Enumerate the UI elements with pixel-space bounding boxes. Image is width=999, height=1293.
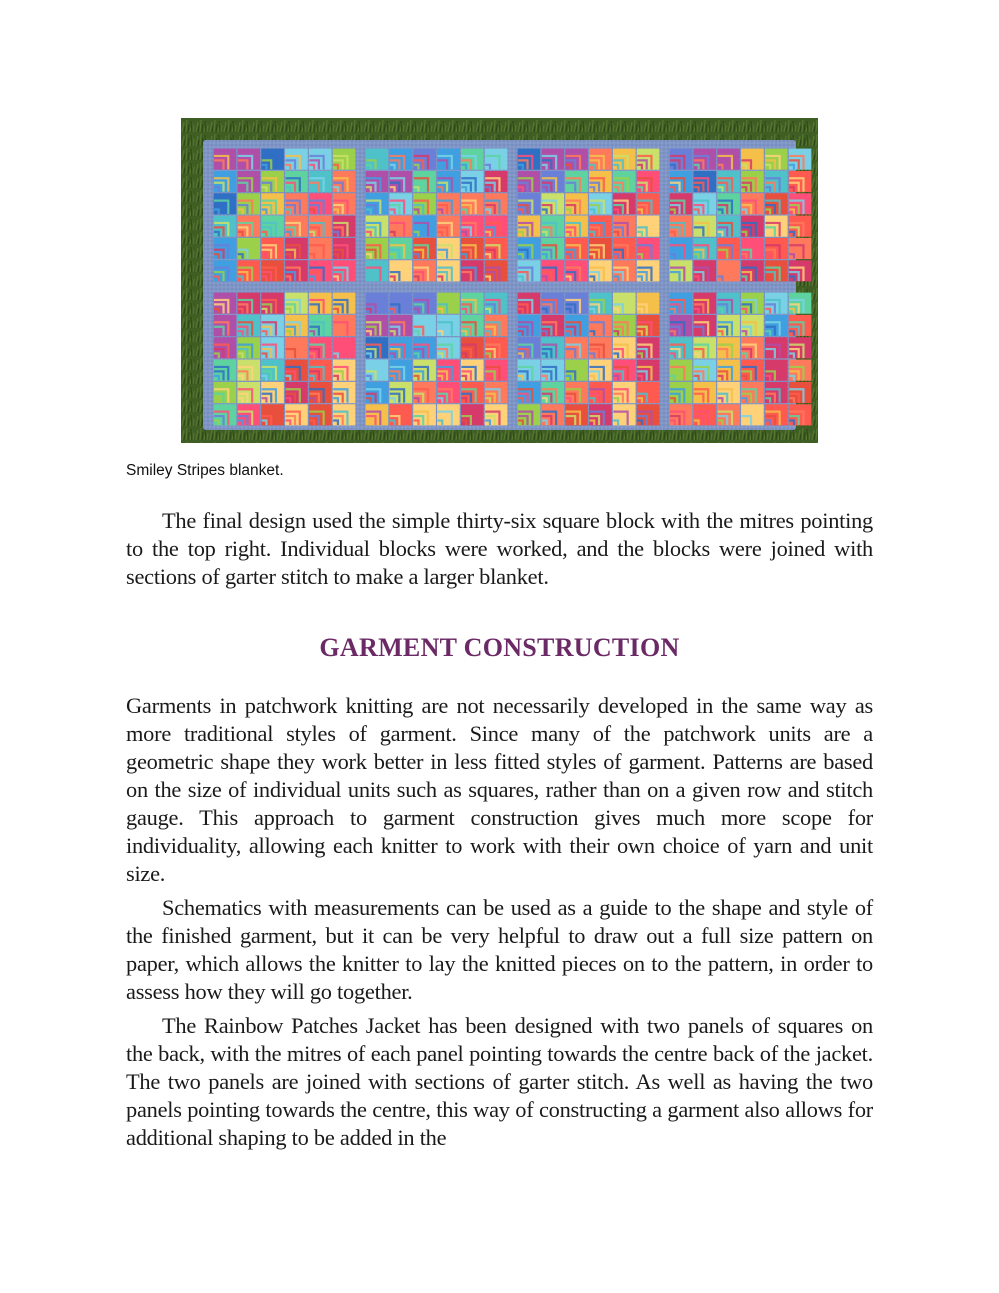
mitred-square [589, 337, 612, 358]
mitred-square [237, 337, 260, 358]
mitred-square [789, 149, 812, 170]
mitred-square [285, 216, 308, 237]
mitred-square [333, 315, 356, 336]
paragraph-schematics: Schematics with measurements can be used as a guide to the shape and style of the finished garment, but it can be very helpful to draw out a full size pattern on paper, which allows the knitter to lay the knitted pieces on to the pattern, in order to assess how they will go together. [126, 895, 873, 1004]
mitred-square [485, 360, 508, 381]
mitred-square [214, 260, 237, 281]
mitred-square [670, 404, 693, 425]
mitred-square [670, 382, 693, 403]
mitred-square [741, 171, 764, 192]
mitred-square [333, 149, 356, 170]
mitred-square [214, 382, 237, 403]
mitred-square [541, 293, 564, 314]
mitred-square [589, 260, 612, 281]
mitred-square [237, 260, 260, 281]
mitred-square [333, 193, 356, 214]
mitred-square [565, 238, 588, 259]
mitred-square [765, 238, 788, 259]
mitred-square [366, 360, 389, 381]
mitred-square [214, 216, 237, 237]
mitred-square [693, 149, 716, 170]
mitred-square [613, 238, 636, 259]
mitred-square [237, 149, 260, 170]
mitred-square [389, 315, 412, 336]
mitred-square [565, 360, 588, 381]
mitred-square [765, 216, 788, 237]
mitred-square [518, 193, 541, 214]
mitred-square [214, 337, 237, 358]
mitred-square [437, 193, 460, 214]
mitred-square [261, 260, 284, 281]
mitred-square [613, 149, 636, 170]
mitred-square [261, 337, 284, 358]
mitred-square [518, 404, 541, 425]
mitred-square [309, 404, 332, 425]
mitred-square [214, 171, 237, 192]
blanket-photo [181, 118, 818, 443]
mitred-square [637, 293, 660, 314]
mitred-square [717, 193, 740, 214]
mitred-square [485, 149, 508, 170]
paragraph-intro: The final design used the simple thirty-six square block with the mitres pointing to the top right. Individual blocks were worked, and the blocks were joined with sections of garter stitch to make a larger blanket. [126, 508, 873, 589]
mitred-square [741, 404, 764, 425]
mitred-square [765, 193, 788, 214]
mitred-square [670, 360, 693, 381]
mitred-square [789, 171, 812, 192]
mitred-square [309, 337, 332, 358]
mitred-square [589, 360, 612, 381]
mitred-square [693, 260, 716, 281]
mitred-square [741, 260, 764, 281]
mitred-square [333, 382, 356, 403]
mitred-square [541, 360, 564, 381]
mitred-square [789, 404, 812, 425]
mitred-square [285, 238, 308, 259]
mitred-square [309, 171, 332, 192]
mitred-square [214, 238, 237, 259]
mitred-square [717, 260, 740, 281]
mitred-square [461, 171, 484, 192]
mitred-square [589, 216, 612, 237]
mitred-square [413, 315, 436, 336]
mitred-square [261, 360, 284, 381]
mitred-square [333, 337, 356, 358]
mitred-square [261, 149, 284, 170]
mitred-square [461, 149, 484, 170]
mitred-square [437, 293, 460, 314]
mitred-square [214, 293, 237, 314]
mitred-square [789, 293, 812, 314]
mitred-square [461, 293, 484, 314]
mitred-square [366, 382, 389, 403]
mitred-square [637, 404, 660, 425]
mitred-square [237, 216, 260, 237]
mitred-square [485, 260, 508, 281]
mitred-square [461, 382, 484, 403]
mitred-square [437, 360, 460, 381]
mitred-square [366, 337, 389, 358]
mitred-square [285, 360, 308, 381]
mitred-square [237, 238, 260, 259]
mitred-square [541, 171, 564, 192]
paragraph-garments: Garments in patchwork knitting are not necessarily developed in the same way as more traditional styles of garment. Since many of the patchwork units are a geometric shape they work better in less fitted styles of garment. Patterns are based on the size of individual units such as squares, rather than on a given row and stitch gauge. This approach to garment construction gives much more scope for individuality, allowing each knitter to work with their own choice of yarn and unit size. [126, 693, 873, 886]
mitred-square [670, 193, 693, 214]
mitred-square [565, 337, 588, 358]
mitred-square [389, 216, 412, 237]
mitred-square [389, 238, 412, 259]
mitred-square [789, 238, 812, 259]
mitred-square [637, 360, 660, 381]
mitred-square [437, 260, 460, 281]
mitred-square [237, 193, 260, 214]
mitred-square [437, 337, 460, 358]
mitred-square [693, 216, 716, 237]
mitred-square [541, 149, 564, 170]
mitred-square [389, 260, 412, 281]
mitred-square [413, 149, 436, 170]
mitred-square [237, 360, 260, 381]
mitred-square [541, 216, 564, 237]
mitred-square [413, 360, 436, 381]
mitred-square [437, 171, 460, 192]
mitred-square [214, 149, 237, 170]
mitred-square [789, 193, 812, 214]
mitred-square [637, 337, 660, 358]
mitred-square [261, 171, 284, 192]
mitred-square [389, 193, 412, 214]
mitred-square [437, 382, 460, 403]
mitred-square [589, 149, 612, 170]
mitred-square [461, 260, 484, 281]
mitred-square [717, 216, 740, 237]
mitred-square [693, 404, 716, 425]
mitred-square [309, 293, 332, 314]
mitred-square [693, 337, 716, 358]
mitred-square [589, 404, 612, 425]
mitred-square [333, 216, 356, 237]
mitred-square [613, 315, 636, 336]
mitred-square [518, 171, 541, 192]
mitred-square [541, 260, 564, 281]
mitred-square [613, 404, 636, 425]
mitred-square [309, 260, 332, 281]
mitred-square [413, 238, 436, 259]
mitred-square [637, 193, 660, 214]
mitred-square [741, 149, 764, 170]
mitred-square [485, 315, 508, 336]
mitred-square [765, 315, 788, 336]
mitred-square [413, 260, 436, 281]
mitred-square [366, 260, 389, 281]
paragraph-rainbow-jacket: The Rainbow Patches Jacket has been designed with two panels of squares on the back, with the mitres of each panel pointing towards the centre back of the jacket. The two panels are joined with sections of garter stitch. As well as having the two panels pointing towards the centre, this way of constructing a garment also allows for additional shaping to be added in the [126, 1013, 873, 1150]
mitred-square [389, 171, 412, 192]
figure-caption: Smiley Stripes blanket. [126, 462, 284, 479]
mitred-square [485, 238, 508, 259]
mitred-square [541, 404, 564, 425]
mitred-square [670, 238, 693, 259]
mitred-square [765, 382, 788, 403]
mitred-square [389, 382, 412, 403]
mitred-square [461, 193, 484, 214]
mitred-square [589, 171, 612, 192]
mitred-square [389, 404, 412, 425]
mitred-square [389, 360, 412, 381]
mitred-square [717, 360, 740, 381]
mitred-square [765, 171, 788, 192]
mitred-square [541, 315, 564, 336]
mitred-square [518, 260, 541, 281]
mitred-square [565, 315, 588, 336]
mitred-square [765, 404, 788, 425]
mitred-square [717, 149, 740, 170]
mitred-square [670, 260, 693, 281]
mitred-square [366, 193, 389, 214]
mitred-square [789, 337, 812, 358]
mitred-square [741, 216, 764, 237]
mitred-square [693, 382, 716, 403]
mitred-square [437, 315, 460, 336]
mitred-square [518, 337, 541, 358]
mitred-square [670, 315, 693, 336]
mitred-square [461, 337, 484, 358]
mitred-square [214, 193, 237, 214]
mitred-square [461, 360, 484, 381]
mitred-square [366, 315, 389, 336]
mitred-square [765, 293, 788, 314]
mitred-square [565, 260, 588, 281]
mitred-square [518, 382, 541, 403]
mitred-square [413, 171, 436, 192]
mitred-square [541, 382, 564, 403]
mitred-square [389, 293, 412, 314]
mitred-square [565, 293, 588, 314]
mitred-square [413, 404, 436, 425]
mitred-square [789, 216, 812, 237]
mitred-square [518, 238, 541, 259]
mitred-square [237, 404, 260, 425]
mitred-square [261, 293, 284, 314]
mitred-square [485, 404, 508, 425]
mitred-square [589, 315, 612, 336]
mitred-square [461, 404, 484, 425]
mitred-square [693, 238, 716, 259]
mitred-square [589, 193, 612, 214]
mitred-square [437, 238, 460, 259]
mitred-square [565, 216, 588, 237]
mitred-square [541, 193, 564, 214]
mitred-square [366, 238, 389, 259]
mitred-square [285, 260, 308, 281]
mitred-square [285, 149, 308, 170]
mitred-square [693, 315, 716, 336]
mitred-square [670, 216, 693, 237]
mitred-square [717, 238, 740, 259]
mitred-square [366, 216, 389, 237]
mitred-square [485, 216, 508, 237]
mitred-square [613, 260, 636, 281]
mitred-square [670, 171, 693, 192]
mitred-square [485, 293, 508, 314]
mitred-square [366, 293, 389, 314]
mitred-square [389, 149, 412, 170]
mitred-square [214, 404, 237, 425]
mitred-square [789, 260, 812, 281]
mitred-square [693, 171, 716, 192]
mitred-square [741, 193, 764, 214]
mitred-square [485, 193, 508, 214]
mitred-square [285, 404, 308, 425]
mitred-square [237, 382, 260, 403]
mitred-square [437, 216, 460, 237]
mitred-square [613, 216, 636, 237]
mitred-square [461, 238, 484, 259]
mitred-square [565, 149, 588, 170]
mitred-square [717, 171, 740, 192]
mitred-square [214, 360, 237, 381]
mitred-square [765, 149, 788, 170]
mitred-square [637, 149, 660, 170]
mitred-square [717, 293, 740, 314]
mitred-square [389, 337, 412, 358]
mitred-square [366, 149, 389, 170]
mitred-square [261, 238, 284, 259]
mitred-square [309, 149, 332, 170]
mitred-square [741, 238, 764, 259]
mitred-square [613, 193, 636, 214]
mitred-square [285, 193, 308, 214]
mitred-square [333, 171, 356, 192]
mitred-square [589, 293, 612, 314]
mitred-square [285, 315, 308, 336]
mitred-square [285, 337, 308, 358]
mitred-square [333, 260, 356, 281]
mitred-square [333, 293, 356, 314]
mitred-square [613, 337, 636, 358]
mitred-square [693, 193, 716, 214]
mitred-square [637, 238, 660, 259]
mitred-square [637, 382, 660, 403]
mitred-square [637, 171, 660, 192]
mitred-square [437, 404, 460, 425]
mitred-square [309, 216, 332, 237]
mitred-square [309, 238, 332, 259]
mitred-square [765, 360, 788, 381]
mitred-square [413, 216, 436, 237]
mitred-square [237, 171, 260, 192]
mitred-square [518, 216, 541, 237]
mitred-square [309, 193, 332, 214]
mitred-square [765, 260, 788, 281]
mitred-square [333, 360, 356, 381]
mitred-square [413, 293, 436, 314]
mitred-square [717, 404, 740, 425]
mitred-square [717, 315, 740, 336]
mitred-square [285, 382, 308, 403]
mitred-square [741, 315, 764, 336]
mitred-square [518, 293, 541, 314]
mitred-square [613, 382, 636, 403]
mitred-square [485, 382, 508, 403]
mitred-square [285, 293, 308, 314]
mitred-square [437, 149, 460, 170]
mitred-square [717, 382, 740, 403]
mitred-square [518, 149, 541, 170]
mitred-square [637, 260, 660, 281]
mitred-square [333, 238, 356, 259]
mitred-square [670, 293, 693, 314]
mitred-square [789, 360, 812, 381]
mitred-square [613, 360, 636, 381]
mitred-square [261, 382, 284, 403]
mitred-square [717, 337, 740, 358]
mitred-square [789, 382, 812, 403]
mitred-square [237, 293, 260, 314]
mitred-square [565, 382, 588, 403]
mitred-square [214, 315, 237, 336]
mitred-square [693, 293, 716, 314]
mitred-square [366, 171, 389, 192]
mitred-square [541, 238, 564, 259]
mitred-square [541, 337, 564, 358]
mitred-square [670, 337, 693, 358]
mitred-square [670, 149, 693, 170]
mitred-square [789, 315, 812, 336]
mitred-square [693, 360, 716, 381]
mitred-square [589, 238, 612, 259]
mitred-square [485, 171, 508, 192]
mitred-square [565, 193, 588, 214]
mitred-square [309, 315, 332, 336]
mitred-square [565, 404, 588, 425]
mitred-square [261, 404, 284, 425]
mitred-square [413, 382, 436, 403]
mitred-square [309, 360, 332, 381]
mitred-square [518, 360, 541, 381]
mitred-square [285, 171, 308, 192]
mitred-square [741, 337, 764, 358]
mitred-square [741, 360, 764, 381]
mitred-square [637, 315, 660, 336]
mitred-square [741, 382, 764, 403]
mitred-square [613, 171, 636, 192]
mitred-square [261, 193, 284, 214]
mitred-square [366, 404, 389, 425]
mitred-square [309, 382, 332, 403]
mitred-square [413, 193, 436, 214]
mitred-square [613, 293, 636, 314]
mitred-square [485, 337, 508, 358]
mitred-square [637, 216, 660, 237]
mitred-square [741, 293, 764, 314]
mitred-square [237, 315, 260, 336]
mitred-square [261, 315, 284, 336]
mitred-square [261, 216, 284, 237]
mitred-square [461, 216, 484, 237]
mitred-square [765, 337, 788, 358]
mitred-square [413, 337, 436, 358]
mitred-square [565, 171, 588, 192]
mitred-square [461, 315, 484, 336]
mitred-square [518, 315, 541, 336]
mitred-square [589, 382, 612, 403]
mitred-square [333, 404, 356, 425]
section-heading: GARMENT CONSTRUCTION [319, 633, 680, 662]
